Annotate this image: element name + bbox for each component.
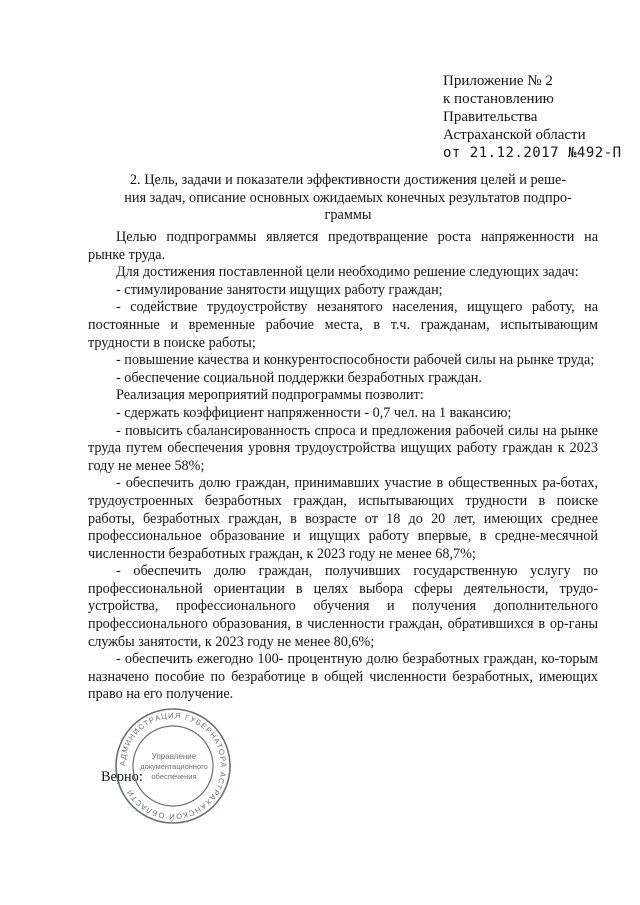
appendix-line: к постановлению [443, 91, 554, 107]
appendix-line: Правительства [443, 109, 538, 125]
paragraph: - сдержать коэффициент напряженности - 0,7 чел. на 1 вакансию; [116, 404, 512, 421]
seal-inner-line: обеспечения [151, 772, 197, 781]
section-title-line: граммы [324, 207, 372, 223]
appendix-date: от 21.12.2017 №492-П [443, 145, 622, 161]
appendix-line: Приложение № 2 [443, 73, 553, 89]
section-title [92, 172, 604, 225]
paragraph: - содействие трудоустройству незанятого населения, ищущего работу, на постоянные и временные рабочие места, в т.ч. гражданам, испытывающим трудности в поиске работы; [88, 299, 598, 351]
appendix-block [443, 72, 622, 162]
seal-inner-line: документационного [140, 762, 208, 771]
paragraph: - обеспечение социальной поддержки безработных граждан. [116, 369, 482, 386]
section-title-line: ния задач, описание основных ожидаемых конечных результатов подпро- [124, 189, 572, 206]
paragraph: Целью подпрограммы является предотвращение роста напряженности на рынке труда. [88, 229, 598, 263]
seal-ring-textpath: АДМИНИСТРАЦИЯ ГУБЕРНАТОРА АСТРАХАНСКОЙ ОБЛАСТИ [117, 710, 229, 822]
paragraph: - обеспечить ежегодно 100- процентную долю безработных граждан, ко-торым назначено пособие по безработице в общей численности безработных, имеющих право на его получение. [88, 651, 598, 703]
paragraph: - стимулирование занятости ищущих работу граждан; [116, 281, 443, 298]
appendix-line: Астраханской области [443, 127, 586, 143]
verification-label: Верно: [101, 769, 143, 785]
paragraph: - обеспечить долю граждан, принимавших участие в общественных ра-ботах, трудоустроенных безработных граждан, испытывающих трудности в поиске работы, безработных граждан, в возрасте от 18 до 20 лет, имеющих среднее профессиональное образование и ищущих работу впервые, в средне-месячной численности безработных граждан, к 2023 году не менее 68,7%; [88, 475, 598, 562]
document-body [88, 229, 598, 704]
paragraph: - повышение качества и конкурентоспособности рабочей силы на рынке труда; [116, 352, 595, 369]
seal-graphic [113, 706, 233, 826]
official-seal [113, 706, 233, 826]
paragraph: - повысить сбалансированность спроса и предложения рабочей силы на рынке труда путем обеспечения уровня трудоустройства ищущих работу граждан к 2023 году не менее 58%; [88, 422, 598, 474]
paragraph: - обеспечить долю граждан, получивших государственную услугу по профессиональной ориентации в целях выбора сферы деятельности, трудо-устройства, профессионального обучения и получения дополнительного профессионального образования, в численности граждан, обратившихся в ор-ганы службы занятости, к 2023 году не менее 80,6%; [88, 563, 598, 650]
section-title-line: 2. Цель, задачи и показатели эффективности достижения целей и реше- [129, 172, 567, 188]
seal-inner-line: Управление [151, 752, 197, 761]
paragraph: Реализация мероприятий подпрограммы позволит: [116, 387, 424, 404]
paragraph: Для достижения поставленной цели необходимо решение следующих задач: [116, 264, 579, 281]
